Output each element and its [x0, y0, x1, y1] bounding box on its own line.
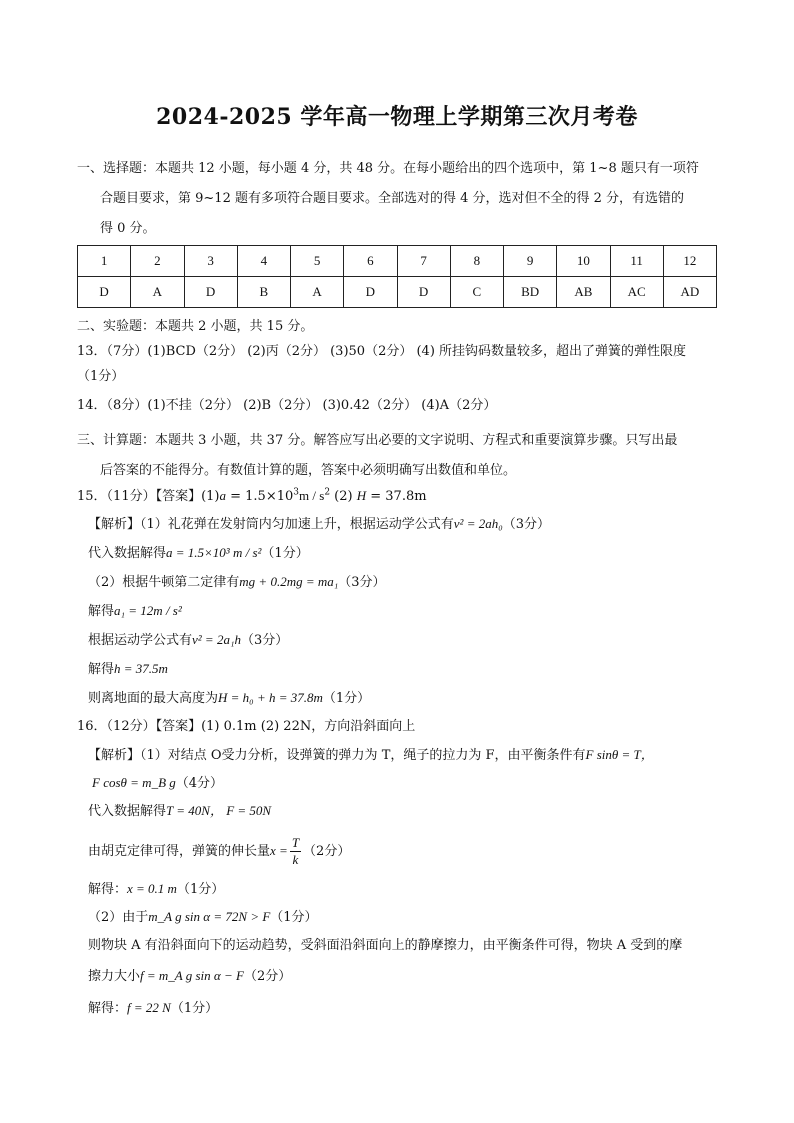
q16-step4 [88, 834, 350, 869]
q16-step5-equation: x = 0.1 m [127, 881, 177, 896]
q16-step4-fraction [290, 835, 301, 868]
section1-line3: 得 0 分。 [100, 221, 156, 236]
q15-answer-a-exponent: 3 [293, 487, 300, 498]
q16-step5 [88, 879, 224, 900]
q16-step2-equation: F cosθ = m_B g [92, 775, 176, 790]
q16-step4-lhs: x = [270, 843, 288, 858]
table-cell-answer: B [237, 277, 290, 308]
q16-step3-text: 代入数据解得 [88, 804, 167, 819]
q16-step6 [88, 907, 318, 928]
section1-line1: 一、选择题：本题共 12 小题，每小题 4 分，共 48 分。在每小题给出的四个选项中，第 1~8 题只有一项符 [77, 161, 699, 176]
q16-step7: 则物块 A 有沿斜面向下的运动趋势，受斜面沿斜面向上的静摩擦力，由平衡条件可得，物块 A 受到的摩 [88, 938, 683, 953]
q16-step3 [88, 801, 271, 822]
section3-line1: 三、计算题：本题共 3 小题，共 37 分。解答应写出必要的文字说明、方程式和重要演算步骤。只写出最 [77, 433, 678, 448]
q16-step2 [92, 773, 223, 794]
q15-step1 [88, 514, 550, 535]
table-cell-number: 5 [291, 246, 344, 277]
table-cell-number: 1 [78, 246, 131, 277]
q16-step5-text: 解得： [88, 882, 128, 897]
q15-answer-line [77, 486, 427, 507]
q15-step7-equation: H = h₀ + h = 37.8m [218, 690, 323, 705]
section1-line2: 合题目要求，第 9~12 题有多项符合题目要求。全部选对的得 4 分，选对但不全的得 2 分，有选错的 [100, 191, 685, 206]
q15-answer-part2: (2) [330, 489, 357, 504]
q15-step3-equation: mg + 0.2mg = ma₁ [239, 574, 339, 589]
q16-step6-text: （2）由于 [88, 910, 149, 925]
table-cell-answer: D [397, 277, 450, 308]
q16-step8-text: 擦力大小 [88, 969, 141, 984]
q15-step6-equation: h = 37.5m [114, 661, 168, 676]
section2-heading: 二、实验题：本题共 2 小题，共 15 分。 [77, 319, 314, 334]
table-cell-number: 8 [450, 246, 503, 277]
table-cell-answer: D [184, 277, 237, 308]
table-cell-number: 10 [557, 246, 610, 277]
q15-step5-text: 根据运动学公式有 [88, 633, 193, 648]
q16-step5-score: （1分） [176, 882, 225, 897]
q15-step7-text: 则离地面的最大高度为 [88, 691, 219, 706]
q16-step8 [88, 966, 291, 987]
q15-step6 [88, 659, 168, 680]
q16-step1-text: 【解析】（1）对结点 O受力分析，设弹簧的弹力为 T，绳子的拉力为 F，由平衡条件有 [88, 748, 586, 763]
q15-answer-a-unit-exponent: 2 [324, 487, 331, 498]
table-cell-number: 3 [184, 246, 237, 277]
table-cell-answer: D [344, 277, 397, 308]
q16-step6-equation: m_A g sin α = 72N > F [148, 909, 271, 924]
q15-step6-text: 解得 [88, 662, 115, 677]
q15-answer-h-symbol: H [356, 488, 367, 503]
answer-table-answer-row [78, 277, 717, 308]
table-cell-number: 6 [344, 246, 397, 277]
table-cell-answer: C [450, 277, 503, 308]
q15-step2-text: 代入数据解得 [88, 546, 167, 561]
table-cell-answer: D [78, 277, 131, 308]
q15-step1-score: （3分） [502, 517, 551, 532]
q15-step7-score: （1分） [322, 691, 371, 706]
answer-table-number-row [78, 246, 717, 277]
q16-step4-denominator: k [292, 852, 299, 867]
section3-line2: 后答案的不能得分。有数值计算的题，答案中必须明确写出数值和单位。 [100, 463, 517, 478]
q16-step8-equation: f = m_A g sin α − F [140, 968, 244, 983]
q16-step8-score: （2分） [243, 969, 292, 984]
q16-answer-line: 16．（12分）【答案】(1) 0.1m (2) 22N，方向沿斜面向上 [77, 719, 416, 734]
table-cell-answer: A [291, 277, 344, 308]
q16-step4-score: （2分） [303, 844, 351, 859]
q15-step3 [88, 572, 386, 593]
q13-line1: 13．（7分）(1)BCD（2分） (2)丙（2分） (3)50（2分） (4) 所挂钩码数量较多，超出了弹簧的弹性限度 [77, 344, 687, 359]
q15-step4 [88, 601, 182, 622]
q15-answer-a-value: = 1.5×10 [226, 489, 294, 504]
q16-step9 [88, 998, 218, 1019]
q15-step1-equation: v² = 2ah₀ [453, 516, 503, 531]
q15-answer-a-symbol: a [219, 488, 226, 503]
page-title: 2024-2025 学年高一物理上学期第三次月考卷 [156, 104, 638, 130]
table-cell-number: 12 [663, 246, 716, 277]
q16-step4-numerator: T [291, 835, 300, 850]
table-cell-answer: AC [610, 277, 663, 308]
q15-answer-prefix: 15．（11分）【答案】(1) [77, 489, 220, 504]
q15-step5 [88, 630, 288, 651]
q15-step2 [88, 543, 309, 564]
table-cell-answer: AD [663, 277, 716, 308]
q15-step5-equation: v² = 2a₁h [192, 632, 241, 647]
q16-step1 [88, 745, 654, 766]
q16-step4-text: 由胡克定律可得，弹簧的伸长量 [88, 844, 271, 859]
q16-step6-score: （1分） [270, 910, 318, 925]
q15-step1-text: 【解析】（1）礼花弹在发射筒内匀加速上升，根据运动学公式有 [88, 517, 454, 532]
table-cell-number: 4 [237, 246, 290, 277]
q15-step3-score: （3分） [338, 575, 386, 590]
q14: 14．（8分）(1)不挂（2分） (2)B（2分） (3)0.42（2分） (4)A（2分） [77, 398, 497, 413]
q15-step2-equation: a = 1.5×10³ m / s² [166, 545, 262, 560]
q16-step2-score: （4分） [175, 776, 224, 791]
q16-step9-score: （1分） [170, 1001, 219, 1016]
q15-step7 [88, 688, 370, 709]
table-cell-number: 7 [397, 246, 450, 277]
q15-step4-text: 解得 [88, 604, 115, 619]
q15-step5-score: （3分） [240, 633, 289, 648]
q16-step9-text: 解得： [88, 1001, 128, 1016]
q15-step4-equation: a₁ = 12m / s² [114, 603, 182, 618]
q13-line2: （1分） [77, 369, 125, 384]
q15-step3-text: （2）根据牛顿第二定律有 [88, 575, 240, 590]
q15-step2-score: （1分） [261, 546, 309, 561]
table-cell-answer: A [131, 277, 184, 308]
q15-answer-h-value: = 37.8m [366, 489, 427, 504]
answer-table [77, 245, 717, 308]
table-cell-answer: BD [504, 277, 557, 308]
table-cell-number: 9 [504, 246, 557, 277]
table-cell-number: 11 [610, 246, 663, 277]
q16-step1-equation: F sinθ = T， [585, 747, 654, 762]
q15-answer-a-unit: m / s [299, 488, 325, 503]
q16-step9-equation: f = 22 N [127, 1000, 171, 1015]
table-cell-number: 2 [131, 246, 184, 277]
q16-step3-equation: T = 40N， F = 50N [166, 803, 272, 818]
table-cell-answer: AB [557, 277, 610, 308]
